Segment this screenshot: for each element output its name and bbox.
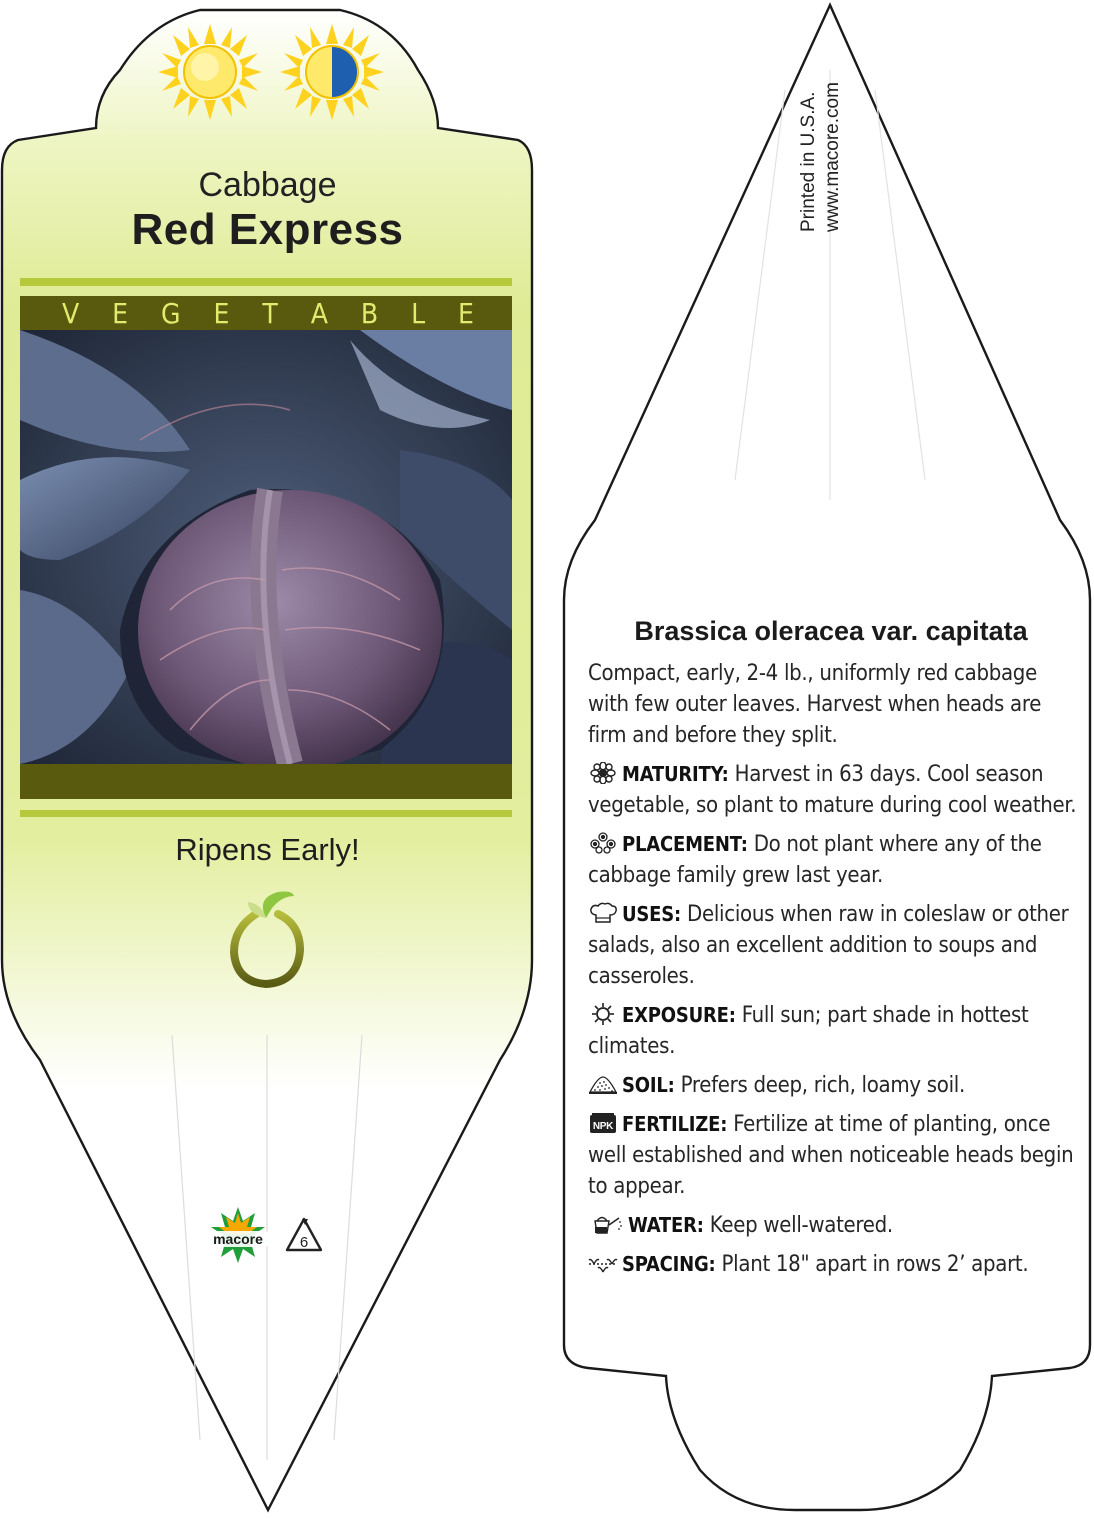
recycle-number: 6	[299, 1234, 309, 1251]
accent-line-top	[20, 278, 512, 286]
category-letter: E	[458, 296, 474, 330]
fertilize-text: Fertilize at time of planting, once well established and when noticeable heads begin to appear.	[588, 1112, 1074, 1199]
npk-bag-icon	[588, 1112, 618, 1134]
chef-hat-icon	[588, 902, 618, 924]
spacing-label: SPACING:	[622, 1252, 716, 1276]
red-cabbage-photo	[20, 330, 512, 764]
category-letter: V	[62, 296, 80, 330]
description: Compact, early, 2-4 lb., uniformly red cabbage with few outer leaves. Harvest when heads are firm and before they split.	[588, 661, 1042, 748]
watering-can-icon	[588, 1213, 624, 1235]
accent-line-bottom	[20, 810, 512, 817]
spacing-sprouts-icon	[588, 1252, 618, 1274]
exposure-section	[588, 1000, 1078, 1062]
sun-exposure-icon	[588, 1003, 618, 1025]
soil-label: SOIL:	[622, 1073, 675, 1097]
placement-text: Do not plant where any of the cabbage family grew last year.	[588, 832, 1042, 888]
macore-logo	[205, 1205, 271, 1267]
placement-label: PLACEMENT:	[622, 832, 748, 856]
svg-text:NPK: NPK	[592, 1121, 614, 1132]
maturity-flower-icon	[588, 762, 618, 784]
soil-section	[588, 1070, 1078, 1101]
maturity-section	[588, 759, 1078, 821]
water-section	[588, 1210, 1078, 1241]
part-sun-icon	[272, 22, 392, 122]
category-letter: L	[411, 296, 426, 330]
exposure-text: Full sun; part shade in hottest climates.	[588, 1003, 1029, 1059]
photo-bottom-band	[20, 764, 512, 799]
vertical-print-info	[797, 82, 845, 232]
placement-section	[588, 829, 1078, 891]
cultivar-name: Red Express	[131, 205, 404, 254]
fertilize-section	[588, 1109, 1078, 1202]
printed-in: Printed in U.S.A.	[798, 91, 819, 232]
sprout-emblem-icon	[226, 888, 308, 988]
water-text: Keep well-watered.	[709, 1213, 893, 1238]
spacing-text: Plant 18" apart in rows 2’ apart.	[721, 1252, 1029, 1277]
maturity-label: MATURITY:	[622, 762, 729, 786]
uses-text: Delicious when raw in coleslaw or other salads, also an excellent addition to soups and casseroles.	[588, 902, 1069, 989]
spacing-section	[588, 1249, 1078, 1280]
maturity-text: Harvest in 63 days. Cool season vegetable, so plant to mature during cool weather.	[588, 762, 1077, 818]
brand-name: macore	[213, 1231, 263, 1247]
category-letter: B	[360, 296, 379, 330]
category-letter: E	[112, 296, 129, 330]
recycle-icon	[283, 1216, 325, 1256]
full-sun-icon	[150, 22, 270, 122]
exposure-label: EXPOSURE:	[622, 1003, 736, 1027]
growing-info	[588, 615, 1078, 1280]
common-name: Cabbage	[198, 166, 337, 204]
category-letter: A	[310, 296, 328, 330]
tagline: Ripens Early!	[175, 832, 360, 867]
uses-section	[588, 899, 1078, 992]
uses-label: USES:	[622, 902, 682, 926]
category-letter: E	[213, 296, 230, 330]
latin-name: Brassica oleracea var. capitata	[634, 616, 1028, 646]
water-label: WATER:	[628, 1213, 704, 1237]
website: www.macore.com	[822, 82, 843, 232]
fertilize-label: FERTILIZE:	[622, 1112, 728, 1136]
soil-mound-icon	[588, 1073, 618, 1095]
soil-text: Prefers deep, rich, loamy soil.	[680, 1073, 965, 1098]
category-band	[20, 296, 512, 330]
placement-flowers-icon	[588, 832, 618, 854]
category-letter: G	[161, 296, 181, 330]
category-letter: T	[262, 296, 278, 330]
